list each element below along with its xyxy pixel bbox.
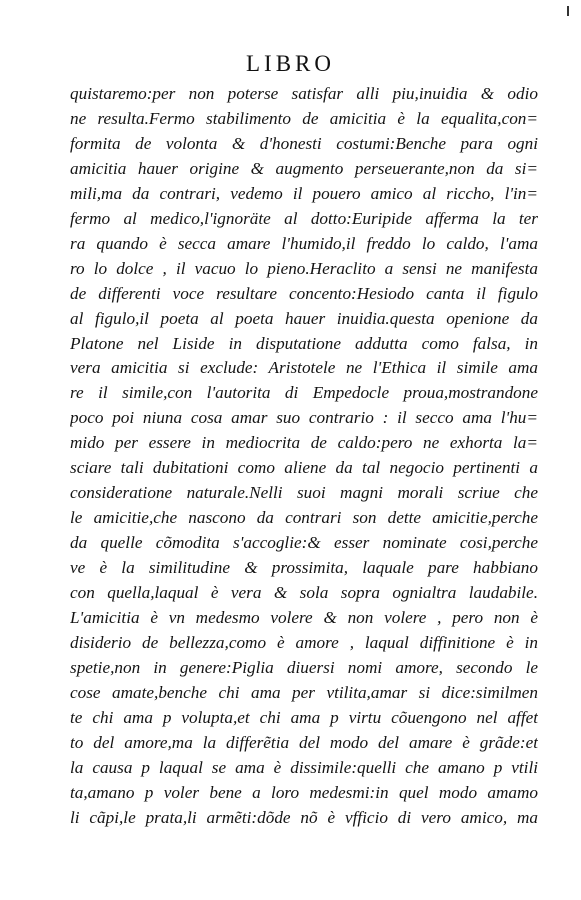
- text-line: cose amate,benche chi ama per vtilita,amar si dice:similmen: [70, 682, 538, 702]
- text-line: fermo al medico,l'ignoräte al dotto:Euripide afferma la ter: [70, 208, 538, 228]
- body-text: [70, 82, 538, 831]
- text-line: mili,ma da contrari, vedemo il pouero amico al riccho, l'in=: [70, 183, 538, 203]
- text-line: sciare tali dubitationi como aliene da tal negocio pertinenti a: [70, 458, 538, 478]
- text-line: ra quando è secca amare l'humido,il freddo lo caldo, l'ama: [70, 233, 538, 253]
- text-line: Platone nel Liside in disputatione addutta como falsa, in: [70, 333, 538, 353]
- text-line: poco poi niuna cosa amar suo contrario : il secco ama l'hu=: [70, 408, 538, 428]
- text-line: vera amicitia si exclude: Aristotele ne l'Ethica il simile ama: [70, 358, 538, 378]
- text-line: L'amicitia è vn medesmo volere & non volere , pero non è: [70, 608, 538, 628]
- text-line: re il simile,con l'autorita di Empedocle proua,mostrandone: [70, 383, 538, 403]
- text-line: consideratione naturale.Nelli suoi magni morali scriue che: [70, 483, 538, 503]
- running-head: LIBRO: [246, 51, 335, 76]
- text-line: le amicitie,che nascono da contrari son dette amicitie,perche: [70, 508, 538, 528]
- text-line: disiderio de bellezza,como è amore , laqual diffinitione è in: [70, 632, 538, 652]
- text-line: ne resulta.Fermo stabilimento de amicitia è la equalita,con=: [70, 108, 538, 128]
- page-edge-mark: [567, 6, 569, 16]
- text-line: to del amore,ma la differẽtia del modo del amare è grãde:et: [70, 732, 538, 752]
- text-line: da quelle cõmodita s'accoglie:& esser nominate cosi,perche: [70, 533, 538, 553]
- text-line: te chi ama p volupta,et chi ama p virtu cõuengono nel affet: [70, 707, 538, 727]
- text-line: ta,amano p voler bene a loro medesmi:in quel modo amamo: [70, 782, 538, 802]
- text-line: la causa p laqual se ama è dissimile:quelli che amano p vtili: [70, 757, 538, 777]
- text-line: quistaremo:per non poterse satisfar alli piu,inuidia & odio: [70, 84, 538, 103]
- text-line: formita de volonta & d'honesti costumi:Benche para ogni: [70, 133, 538, 153]
- text-line: de differenti voce resultare concento:Hesiodo canta il figulo: [70, 283, 538, 303]
- text-line: con quella,laqual è vera & sola sopra ognialtra laudabile.: [70, 583, 538, 603]
- text-line: amicitia hauer origine & augmento perseuerante,non da si=: [70, 158, 538, 178]
- text-line: spetie,non in genere:Piglia diuersi nomi amore, secondo le: [70, 657, 538, 677]
- text-line: al figulo,il poeta al poeta hauer inuidia.questa openione da: [70, 308, 538, 328]
- text-line: li cãpi,le prata,li armẽti:dõde nõ è vfficio di vero amico, ma: [70, 807, 538, 827]
- text-line: mido per essere in mediocrita de caldo:pero ne exhorta la=: [70, 433, 538, 453]
- text-line: ro lo dolce , il vacuo lo pieno.Heraclito a sensi ne manifesta: [70, 258, 538, 278]
- text-line: ve è la similitudine & prossimita, laquale pare habbiano: [70, 558, 538, 578]
